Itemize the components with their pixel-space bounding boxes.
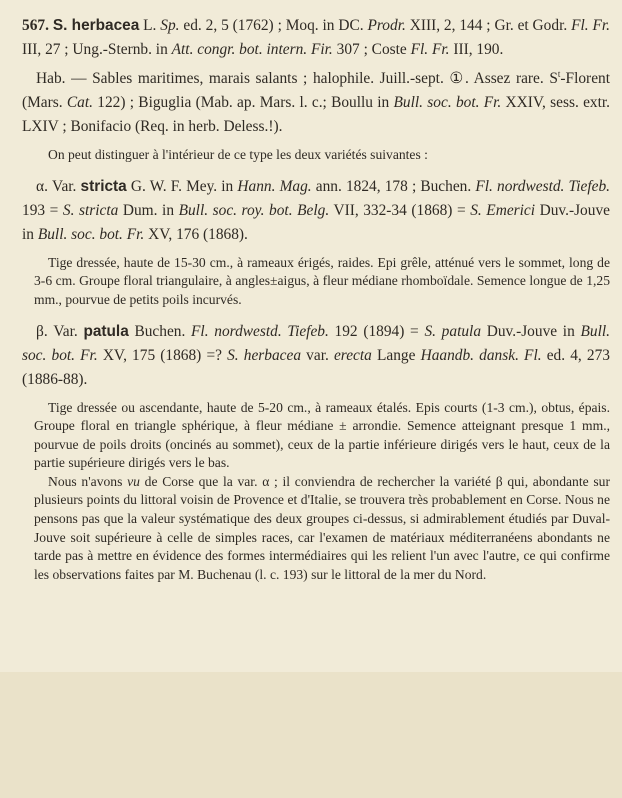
citation-title: Sp.: [160, 17, 180, 34]
citation-text: XV, 175 (1868) =?: [97, 346, 228, 364]
variety-beta-description: Tige dressée ou ascendante, haute de 5-20 cm., à rameaux étalés. Epis courts (1-3 cm.), obtus, épais. Groupe floral en triangle sphérique, à fleur médiane ± arrondie. Semence atteignant presque 1 mm., pourvue de poils droits (oncinés au sommet), ceux de la partie inférieure dirigés vers le haut, ceux de la partie supérieure dirigés vers le bas.: [34, 399, 610, 471]
note-text: de Corse que la var. α ; il conviendra de rechercher la variété β qui, abondante sur plusieurs points du littoral voisin de Provence et d'Italie, se trouvera très probablement en Corse. Nous ne pensons pas que la valeur systématique des deux groupes ci-dessus, si admirablement étudiés par Duval-Jouve soit supérieure à celle de simples races, car l'examen de matériaux méditerranéens abondants ne tarde pas à mettre en évidence des formes intermédiaires qui les relient l'un avec l'autre, ce qui confirme les observations faites par M. Buchenau (l. c. 193) sur le littoral de la mer du Nord.: [34, 473, 610, 582]
citation-title: S. stricta: [62, 201, 119, 219]
citation-text: VII, 332-34 (1868) =: [329, 201, 471, 219]
citation-title: S. patula: [424, 322, 482, 340]
citation-text: L.: [139, 17, 161, 34]
citation-text: 193 =: [22, 201, 63, 219]
citation-text: XV, 176 (1868).: [144, 225, 248, 243]
citation-title: Haandb. dansk. Fl.: [420, 346, 542, 364]
variety-name: stricta: [80, 177, 127, 195]
page-content: [22, 14, 610, 584]
habitat-title: Cat.: [66, 94, 93, 112]
variety-prefix: β. Var.: [36, 322, 84, 340]
habitat-text: XXIV, sess. extr. LXIV ; Bonifacio (Req. in herb. Deless.!).: [22, 94, 611, 136]
habitat-text: Hab. — Sables maritimes, marais salants ; halophile. Juill.-sept. ①. Assez rare. S: [36, 70, 558, 88]
citation-title: erecta: [333, 346, 372, 364]
citation-text: Duv.-Jouve in: [481, 322, 581, 340]
citation-text: Dum. in: [118, 201, 179, 219]
citation-text: III, 190.: [449, 41, 504, 58]
citation-title: Bull. soc. bot. Fr.: [37, 225, 145, 243]
citation-text: III, 27 ; Ung.-Sternb. in: [22, 41, 172, 58]
citation-title: Fl. nordwestd. Tiefeb.: [475, 177, 611, 195]
species-header: [22, 14, 610, 62]
citation-text: 192 (1894) =: [328, 322, 425, 340]
habitat-text: 122) ; Biguglia (Mab. ap. Mars. l. c.; Boullu in: [92, 94, 394, 112]
citation-title: Att. congr. bot. intern. Fir.: [171, 41, 333, 58]
citation-title: Bull. soc. bot. Fr.: [22, 322, 610, 364]
page-shadow: [0, 672, 622, 798]
closing-note: [34, 473, 610, 585]
note-emphasis: vu: [127, 473, 140, 489]
citation-title: S. Emerici: [470, 201, 536, 219]
variety-alpha-header: [22, 175, 610, 247]
note-text: Nous n'avons: [48, 473, 128, 489]
habitat-superscript: t: [557, 69, 561, 79]
citation-title: Prodr.: [367, 17, 406, 34]
habitat-title: Bull. soc. bot. Fr.: [393, 94, 502, 112]
citation-title: Hann. Mag.: [237, 177, 312, 195]
variety-name: patula: [83, 322, 129, 340]
habitat-paragraph: [22, 62, 610, 139]
citation-title: Fl. nordwestd. Tiefeb.: [191, 322, 329, 340]
citation-text: XIII, 2, 144 ; Gr. et Godr.: [405, 17, 572, 34]
citation-text: var.: [301, 346, 334, 364]
citation-text: ed. 2, 5 (1762) ; Moq. in DC.: [179, 17, 368, 34]
citation-title: Fl. Fr.: [571, 17, 611, 34]
variety-prefix: α. Var.: [36, 177, 81, 195]
citation-title: Bull. soc. roy. bot. Belg.: [178, 201, 330, 219]
variety-alpha-description: Tige dressée, haute de 15-30 cm., à rameaux érigés, raides. Epi grêle, atténué vers le sommet, long de 3-6 cm. Groupe floral triangulaire, à angles±aigus, à fleur médiane rhomboïdale. Semence longue de 1,25 mm., pourvue de petits poils incurvés.: [34, 254, 610, 307]
species-number: 567.: [22, 17, 49, 34]
citation-text: Buchen.: [128, 322, 192, 340]
intro-paragraph: On peut distinguer à l'intérieur de ce type les deux variétés suivantes :: [48, 147, 428, 163]
citation-title: S. herbacea: [227, 346, 302, 364]
citation-text: G. W. F. Mey. in: [126, 177, 238, 195]
citation-text: Lange: [371, 346, 421, 364]
habitat-text: -Florent (Mars.: [22, 70, 610, 112]
citation-text: 307 ; Coste: [332, 41, 411, 58]
citation-text: ed. 4, 273 (1886-88).: [22, 346, 611, 388]
citation-text: ann. 1824, 178 ; Buchen.: [311, 177, 476, 195]
variety-beta-header: [22, 320, 610, 392]
citation-title: Fl. Fr.: [410, 41, 450, 58]
citation-text: Duv.-Jouve in: [22, 201, 610, 243]
species-name: S. herbacea: [52, 17, 140, 34]
